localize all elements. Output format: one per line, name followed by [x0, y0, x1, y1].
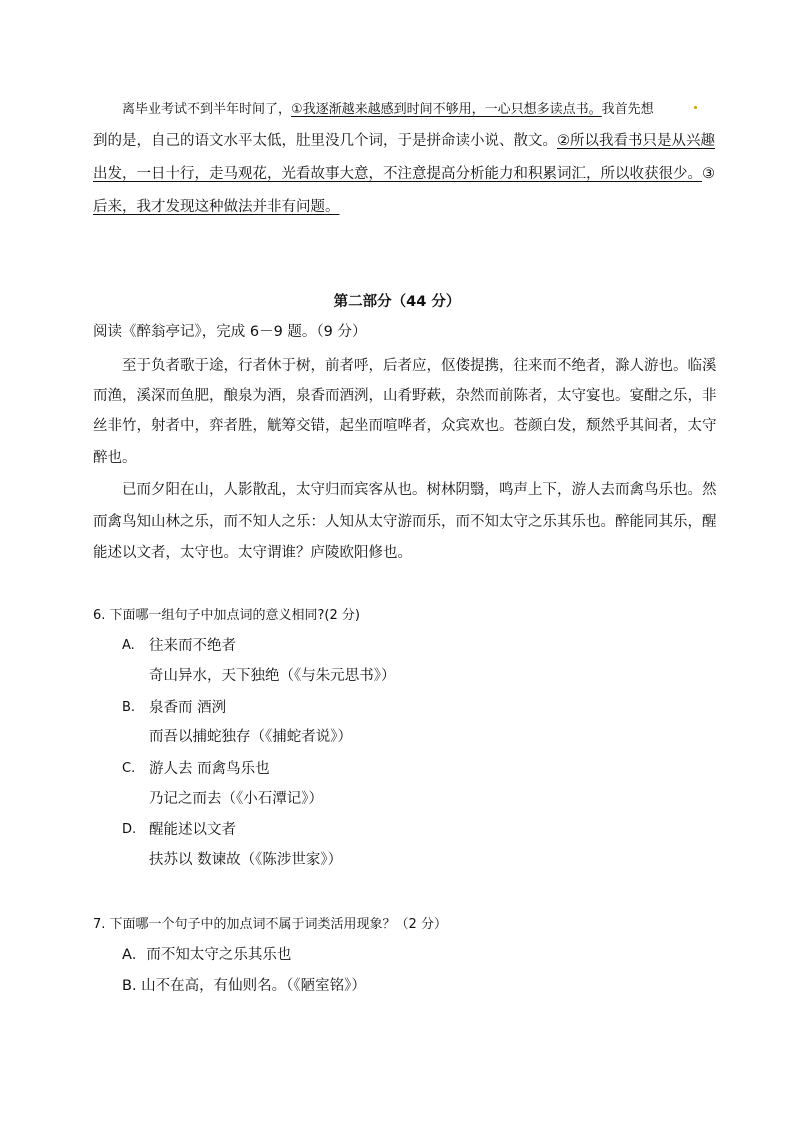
- q6-option-d-line2: 扶苏以 数谏故（《陈涉世家》）: [149, 852, 343, 868]
- passage1-line2: [93, 131, 715, 151]
- q6-option-b-line2: 而吾以捕蛇独存（《捕蛇者说》）: [149, 729, 352, 745]
- para1-line3: 丝非竹，射者中，弈者胜，觥筹交错，起坐而喧哗者，众宾欢也。苍颜白发，颓然乎其间者，太守: [93, 418, 717, 434]
- passage1-sentence2: ②所以我看书只是从兴趣: [557, 133, 715, 149]
- para2-line2: 而禽鸟知山林之乐，而不知人之乐：人知从太守游而乐，而不知太守之乐其乐也。醉能同其乐，醒: [93, 514, 717, 530]
- passage1-sentence3: 后来，我才发现这种做法并非有问题。: [93, 199, 340, 215]
- passage1-line3: [93, 164, 715, 184]
- q6-option-b-line1: 泉香而 酒洌: [149, 700, 227, 716]
- q6-option-c-line1: 游人去 而禽鸟乐也: [149, 761, 270, 777]
- para1-line4: 醉也。: [93, 450, 137, 466]
- q6-option-b-letter: B.: [122, 700, 136, 715]
- para2-line1: 已而夕阳在山，人影散乱，太守归而宾客从也。树林阴翳，鸣声上下，游人去而禽鸟乐也。然: [122, 482, 717, 498]
- para2-line3: 能述以文者，太守也。太守谓谁？庐陵欧阳修也。: [93, 545, 412, 561]
- q7-stem: 7. 下面哪一个句子中的加点词不属于词类活用现象？（2 分）: [93, 917, 447, 932]
- q7-option-a: A．而不知太守之乐其乐也: [122, 947, 292, 963]
- passage1-line4: [93, 197, 703, 217]
- passage1-sentence1: ①我逐渐越来越感到时间不够用，一心只想多读点书。: [291, 102, 602, 117]
- passage1-line1-plain: 离毕业考试不到半年时间了，: [122, 102, 292, 117]
- passage1-line3-tail: ③: [702, 166, 715, 182]
- yellow-dot-mark: [694, 106, 697, 109]
- section2-instruction: 阅读《醉翁亭记》，完成 6－9 题。（9 分）: [93, 324, 367, 340]
- para1-line1: 至于负者歌于途，行者休于树，前者呼，后者应，伛偻提携，往来而不绝者，滁人游也。临溪: [122, 358, 717, 374]
- q7-option-b: B. 山不在高，有仙则名。（《陋室铭》）: [122, 978, 366, 994]
- q6-option-a-line1: 往来而不绝者: [149, 638, 236, 654]
- section2-heading: 第二部分（44 分）: [333, 294, 461, 310]
- passage1-line1: [122, 100, 732, 120]
- q6-option-c-letter: C.: [122, 761, 136, 776]
- q6-stem: 6. 下面哪一组句子中加点词的意义相同?(2 分): [93, 608, 360, 623]
- para1-line2: 而渔，溪深而鱼肥，酿泉为酒，泉香而酒洌，山肴野蔌，杂然而前陈者，太守宴也。宴酣之乐，非: [93, 388, 717, 404]
- q6-option-a-letter: A.: [122, 638, 135, 653]
- passage1-line2-plain: 到的是，自己的语文水平太低，肚里没几个词，于是拼命读小说、散文。: [93, 133, 557, 149]
- passage1-sentence2-cont: 出发，一日十行，走马观花，光看故事大意，不注意提高分析能力和积累词汇，所以收获很少。: [93, 166, 702, 182]
- q6-option-d-line1: 醒能述以文者: [149, 822, 236, 838]
- q6-option-a-line2: 奇山异水，天下独绝（《与朱元思书》）: [149, 668, 396, 684]
- q6-option-c-line2: 乃记之而去（《小石潭记》）: [149, 791, 323, 807]
- passage1-line1-tail: 我首先想: [601, 102, 654, 117]
- q6-option-d-letter: D.: [122, 822, 137, 837]
